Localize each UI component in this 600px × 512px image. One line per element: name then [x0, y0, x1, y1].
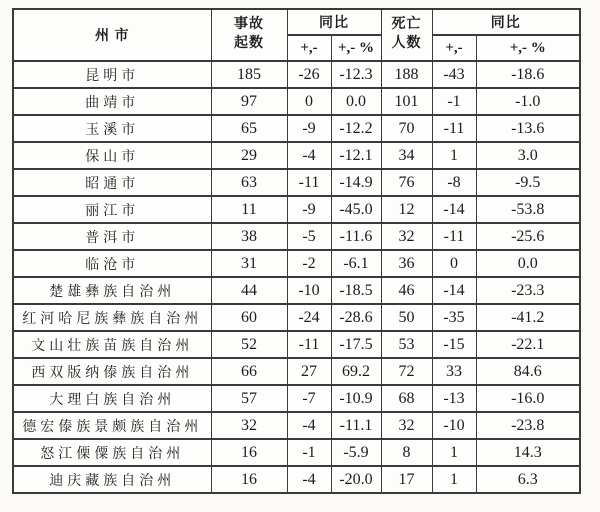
cell-acc_change: -9: [287, 115, 331, 142]
cell-acc_change: -4: [287, 412, 331, 439]
cell-accidents: 16: [211, 466, 287, 493]
table-row: [13, 331, 580, 358]
cell-acc_change: -11: [287, 169, 331, 196]
header-row-top: [13, 9, 580, 35]
cell-death_pct: -9.5: [476, 169, 580, 196]
cell-acc_pct: -11.6: [331, 223, 381, 250]
cell-region: 保山市: [13, 142, 211, 169]
cell-acc_change: -2: [287, 250, 331, 277]
cell-deaths: 68: [381, 385, 432, 412]
table-body: [13, 61, 580, 493]
cell-accidents: 65: [211, 115, 287, 142]
cell-region: 西双版纳傣族自治州: [13, 358, 211, 385]
cell-deaths: 34: [381, 142, 432, 169]
cell-acc_change: -4: [287, 142, 331, 169]
cell-death_change: -13: [432, 385, 476, 412]
cell-accidents: 185: [211, 61, 287, 88]
cell-accidents: 97: [211, 88, 287, 115]
cell-deaths: 70: [381, 115, 432, 142]
cell-acc_pct: -12.1: [331, 142, 381, 169]
cell-death_change: -8: [432, 169, 476, 196]
cell-death_pct: -13.6: [476, 115, 580, 142]
cell-deaths: 50: [381, 304, 432, 331]
cell-death_change: 33: [432, 358, 476, 385]
header-death-count: [381, 9, 432, 61]
accident-statistics-table: [12, 8, 581, 494]
table-row: [13, 358, 580, 385]
cell-deaths: 76: [381, 169, 432, 196]
table-row: [13, 304, 580, 331]
cell-acc_change: -24: [287, 304, 331, 331]
cell-acc_pct: -17.5: [331, 331, 381, 358]
cell-acc_pct: -10.9: [331, 385, 381, 412]
cell-acc_change: -26: [287, 61, 331, 88]
cell-region: 德宏傣族景颇族自治州: [13, 412, 211, 439]
cell-death_change: -43: [432, 61, 476, 88]
cell-acc_pct: -28.6: [331, 304, 381, 331]
table-row: [13, 385, 580, 412]
header-yoy-deaths: 同比: [432, 9, 580, 35]
cell-accidents: 60: [211, 304, 287, 331]
cell-region: 昭通市: [13, 169, 211, 196]
cell-death_pct: -41.2: [476, 304, 580, 331]
cell-death_pct: 3.0: [476, 142, 580, 169]
cell-acc_pct: -5.9: [331, 439, 381, 466]
cell-region: 临沧市: [13, 250, 211, 277]
cell-region: 曲靖市: [13, 88, 211, 115]
cell-deaths: 32: [381, 412, 432, 439]
cell-acc_change: -4: [287, 466, 331, 493]
cell-deaths: 53: [381, 331, 432, 358]
cell-acc_pct: 69.2: [331, 358, 381, 385]
cell-deaths: 8: [381, 439, 432, 466]
cell-death_pct: -23.8: [476, 412, 580, 439]
cell-deaths: 46: [381, 277, 432, 304]
header-death-count-line2: 人数: [391, 36, 422, 51]
cell-accidents: 11: [211, 196, 287, 223]
cell-accidents: 63: [211, 169, 287, 196]
table-row: [13, 466, 580, 493]
header-yoy-accidents: 同比: [287, 9, 381, 35]
header-accident-count: [211, 9, 287, 61]
cell-deaths: 12: [381, 196, 432, 223]
header-accident-count-line1: 事故: [234, 17, 264, 33]
cell-acc_change: -1: [287, 439, 331, 466]
table-row: [13, 196, 580, 223]
header-death-count-line1: 死亡: [391, 17, 422, 33]
table-row: [13, 61, 580, 88]
cell-death_change: -15: [432, 331, 476, 358]
cell-accidents: 57: [211, 385, 287, 412]
table-row: [13, 88, 580, 115]
header-pct-accidents: +,- %: [331, 35, 381, 61]
cell-death_pct: -16.0: [476, 385, 580, 412]
cell-acc_pct: -14.9: [331, 169, 381, 196]
cell-deaths: 101: [381, 88, 432, 115]
cell-death_pct: 14.3: [476, 439, 580, 466]
cell-acc_pct: 0.0: [331, 88, 381, 115]
header-plusminus-deaths: +,-: [432, 35, 476, 61]
cell-death_change: -11: [432, 223, 476, 250]
cell-death_change: -11: [432, 115, 476, 142]
cell-death_change: -14: [432, 277, 476, 304]
cell-death_change: -10: [432, 412, 476, 439]
header-region: 州 市: [13, 9, 211, 61]
cell-death_change: -35: [432, 304, 476, 331]
cell-accidents: 29: [211, 142, 287, 169]
cell-acc_pct: -12.2: [331, 115, 381, 142]
cell-deaths: 36: [381, 250, 432, 277]
cell-death_pct: 84.6: [476, 358, 580, 385]
cell-acc_change: -5: [287, 223, 331, 250]
cell-region: 红河哈尼族彝族自治州: [13, 304, 211, 331]
cell-acc_change: 0: [287, 88, 331, 115]
cell-deaths: 17: [381, 466, 432, 493]
cell-acc_change: -7: [287, 385, 331, 412]
cell-acc_pct: -18.5: [331, 277, 381, 304]
cell-death_pct: -18.6: [476, 61, 580, 88]
header-pct-deaths: +,- %: [476, 35, 580, 61]
cell-accidents: 44: [211, 277, 287, 304]
cell-accidents: 66: [211, 358, 287, 385]
cell-deaths: 72: [381, 358, 432, 385]
table-row: [13, 277, 580, 304]
cell-acc_change: -11: [287, 331, 331, 358]
cell-death_pct: -22.1: [476, 331, 580, 358]
cell-region: 丽江市: [13, 196, 211, 223]
cell-accidents: 16: [211, 439, 287, 466]
cell-acc_change: -9: [287, 196, 331, 223]
table-row: [13, 250, 580, 277]
cell-acc_pct: -45.0: [331, 196, 381, 223]
table-row: [13, 439, 580, 466]
cell-region: 普洱市: [13, 223, 211, 250]
header-accident-count-line2: 起数: [234, 36, 264, 51]
cell-accidents: 38: [211, 223, 287, 250]
cell-death_change: 0: [432, 250, 476, 277]
cell-region: 昆明市: [13, 61, 211, 88]
cell-region: 大理白族自治州: [13, 385, 211, 412]
cell-region: 玉溪市: [13, 115, 211, 142]
cell-death_pct: 6.3: [476, 466, 580, 493]
cell-accidents: 52: [211, 331, 287, 358]
cell-death_pct: -53.8: [476, 196, 580, 223]
table-row: [13, 142, 580, 169]
table-header: [13, 9, 580, 61]
table-row: [13, 223, 580, 250]
cell-region: 迪庆藏族自治州: [13, 466, 211, 493]
cell-death_change: -1: [432, 88, 476, 115]
cell-death_change: 1: [432, 439, 476, 466]
cell-death_change: -14: [432, 196, 476, 223]
cell-acc_pct: -20.0: [331, 466, 381, 493]
cell-death_change: 1: [432, 466, 476, 493]
table-row: [13, 169, 580, 196]
header-plusminus-accidents: +,-: [287, 35, 331, 61]
cell-deaths: 32: [381, 223, 432, 250]
table-row: [13, 115, 580, 142]
cell-death_change: 1: [432, 142, 476, 169]
cell-acc_change: 27: [287, 358, 331, 385]
cell-death_pct: -25.6: [476, 223, 580, 250]
cell-accidents: 31: [211, 250, 287, 277]
cell-region: 怒江傈僳族自治州: [13, 439, 211, 466]
cell-death_pct: -23.3: [476, 277, 580, 304]
cell-accidents: 32: [211, 412, 287, 439]
cell-region: 文山壮族苗族自治州: [13, 331, 211, 358]
cell-acc_pct: -12.3: [331, 61, 381, 88]
cell-death_pct: 0.0: [476, 250, 580, 277]
cell-deaths: 188: [381, 61, 432, 88]
cell-region: 楚雄彝族自治州: [13, 277, 211, 304]
cell-death_pct: -1.0: [476, 88, 580, 115]
cell-acc_change: -10: [287, 277, 331, 304]
table-row: [13, 412, 580, 439]
cell-acc_pct: -6.1: [331, 250, 381, 277]
cell-acc_pct: -11.1: [331, 412, 381, 439]
